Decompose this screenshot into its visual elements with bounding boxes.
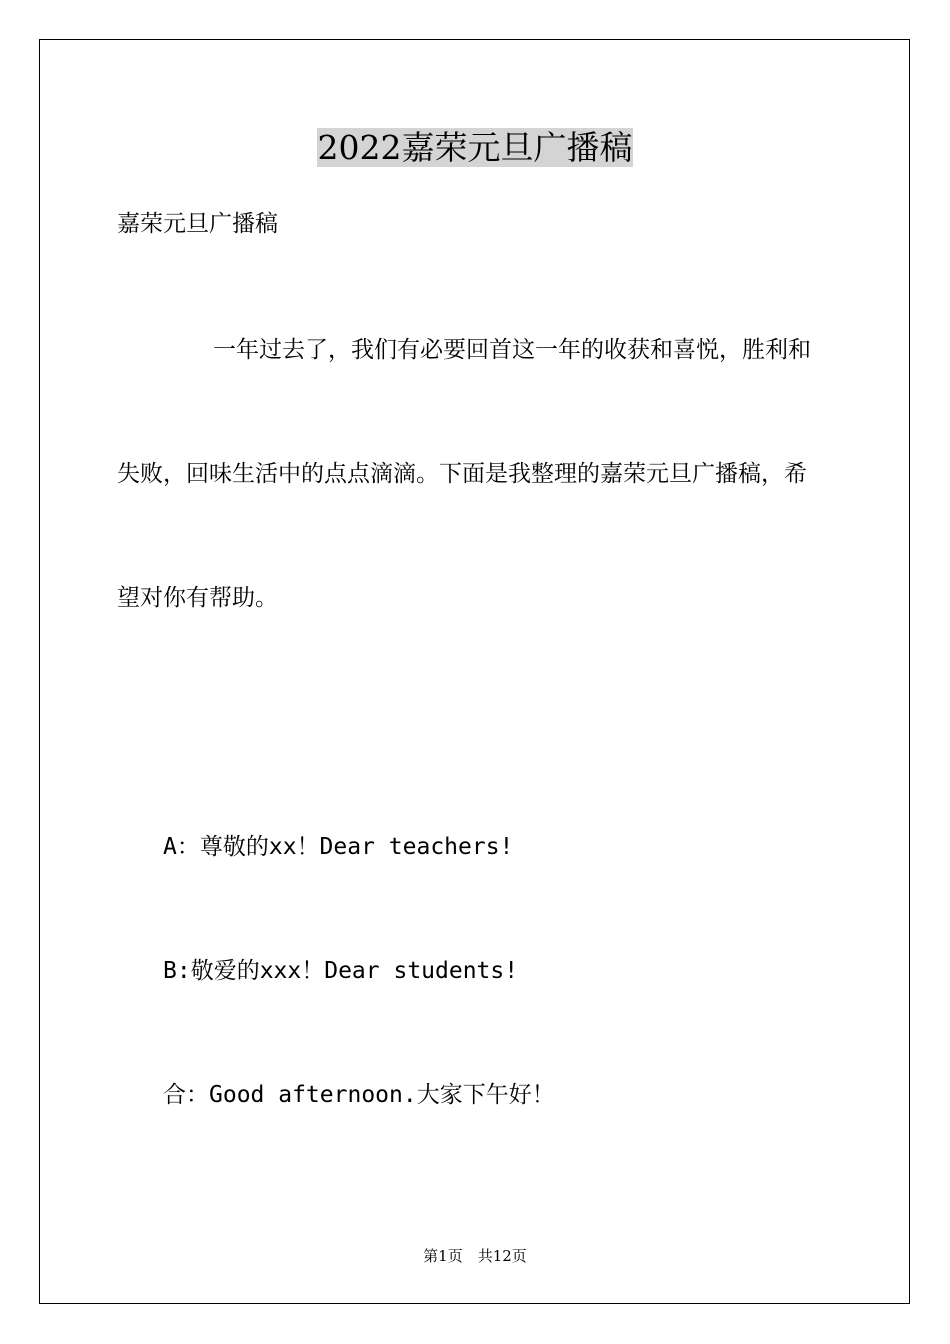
document-title	[0, 126, 950, 170]
paragraph-line-1: 一年过去了，我们有必要回首这一年的收获和喜悦，胜利和	[213, 337, 811, 363]
paragraph-line-3: 望对你有帮助。	[117, 585, 278, 611]
dialogue-line-a: A：尊敬的xx！Dear teachers!	[163, 834, 514, 860]
dialogue-line-together: 合：Good afternoon.大家下午好！	[163, 1082, 555, 1108]
page-footer: 第1页 共12页	[423, 1247, 527, 1265]
paragraph-line-2: 失败，回味生活中的点点滴滴。下面是我整理的嘉荣元旦广播稿，希	[117, 461, 807, 487]
document-subtitle: 嘉荣元旦广播稿	[117, 211, 278, 237]
document-title-text: 2022嘉荣元旦广播稿	[317, 128, 633, 167]
dialogue-line-b: B:敬爱的xxx！Dear students!	[163, 958, 519, 984]
